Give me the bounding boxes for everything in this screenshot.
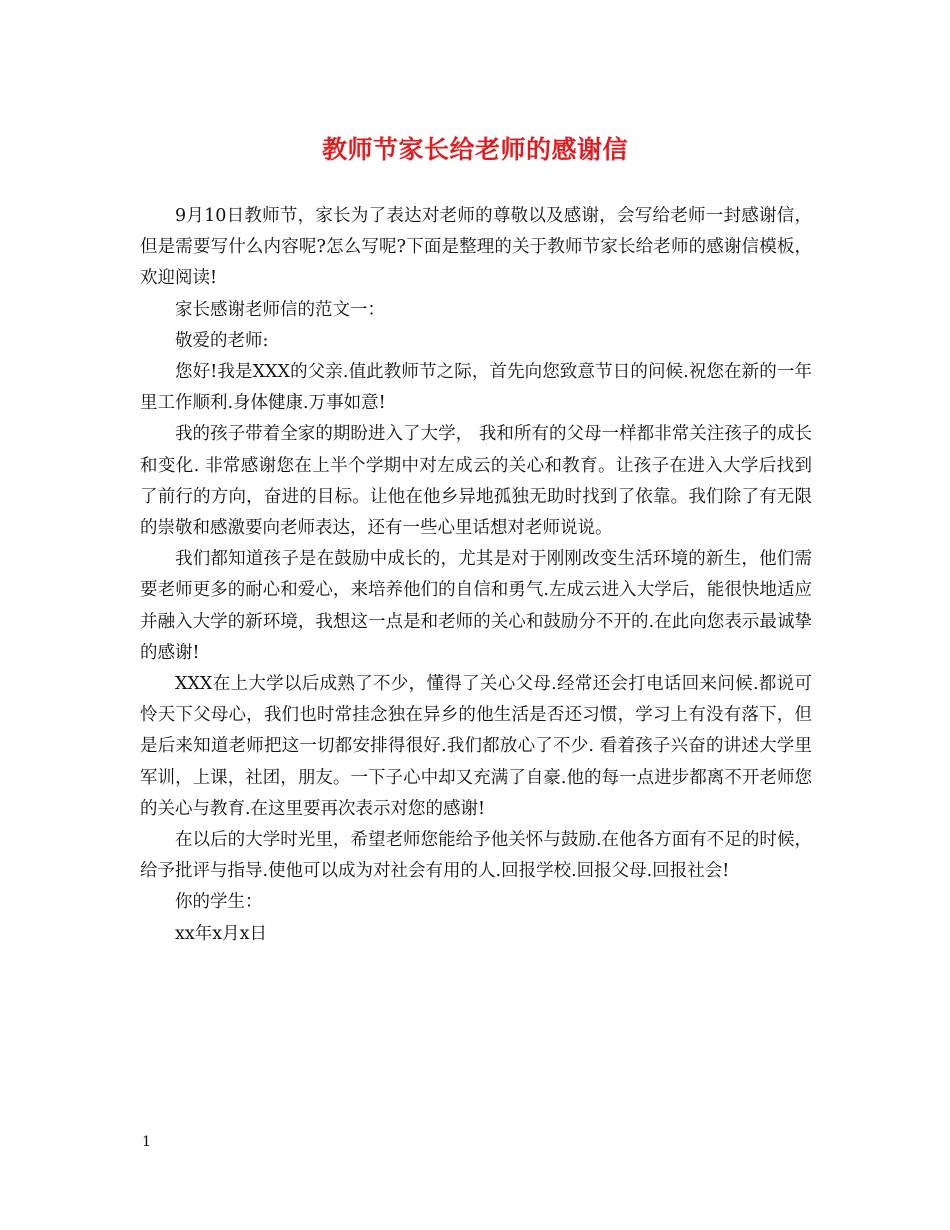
greeting-paragraph: 您好!我是XXX的父亲.值此教师节之际，首先向您致意节日的问候.祝您在新的一年里工作顺利.身体健康.万事如意! bbox=[140, 362, 812, 414]
body-paragraph: 我的孩子带着全家的期盼进入了大学， 我和所有的父母一样都非常关注孩子的成长和变化. 非常感谢您在上半个学期中对左成云的关心和教育。让孩子在进入大学后找到了前行的方向，奋进的目标。让他在他乡异地孤独无助时找到了依靠。我们除了有无限的崇敬和感激要向老师表达，还有一些心里话想对老师说说。 bbox=[140, 424, 812, 539]
sample-heading: 家长感谢老师信的范文一： bbox=[175, 299, 385, 320]
closing-paragraph: 在以后的大学时光里，希望老师您能给予他关怀与鼓励.在他各方面有不足的时候，给予批评与指导.使他可以成为对社会有用的人.回报学校.回报父母.回报社会! bbox=[140, 830, 812, 882]
salutation: 敬爱的老师: bbox=[175, 330, 269, 351]
body-paragraph: 我们都知道孩子是在鼓励中成长的，尤其是对于刚刚改变生活环境的新生，他们需要老师更多的耐心和爱心，来培养他们的自信和勇气.左成云进入大学后，能很快地适应并融入大学的新环境，我想这一点是和老师的关心和鼓励分不开的.在此向您表示最诚挚的感谢! bbox=[140, 549, 812, 663]
page-number: 1 bbox=[142, 1134, 151, 1150]
date-line: xx年x月x日 bbox=[175, 923, 267, 944]
intro-paragraph: 9月10日教师节，家长为了表达对老师的尊敬以及感谢，会写给老师一封感谢信，但是需要写什么内容呢?怎么写呢?下面是整理的关于教师节家长给老师的感谢信模板，欢迎阅读! bbox=[140, 206, 812, 289]
document-title: 教师节家长给老师的感谢信 bbox=[321, 135, 628, 164]
letter-body bbox=[140, 201, 812, 950]
signature: 你的学生： bbox=[175, 892, 263, 913]
body-paragraph: XXX在上大学以后成熟了不少，懂得了关心父母.经常还会打电话回来问候.都说可怜天下父母心，我们也时常挂念独在异乡的他生活是否还习惯，学习上有没有落下，但是后来知道老师把这一切都安排得很好.我们都放心了不少. 看着孩子兴奋的讲述大学里军训，上课，社团，朋友。一下子心中却又充满了自豪.他的每一点进步都离不开老师您的关心与教育.在这里要再次表示对您的感谢! bbox=[140, 674, 812, 819]
